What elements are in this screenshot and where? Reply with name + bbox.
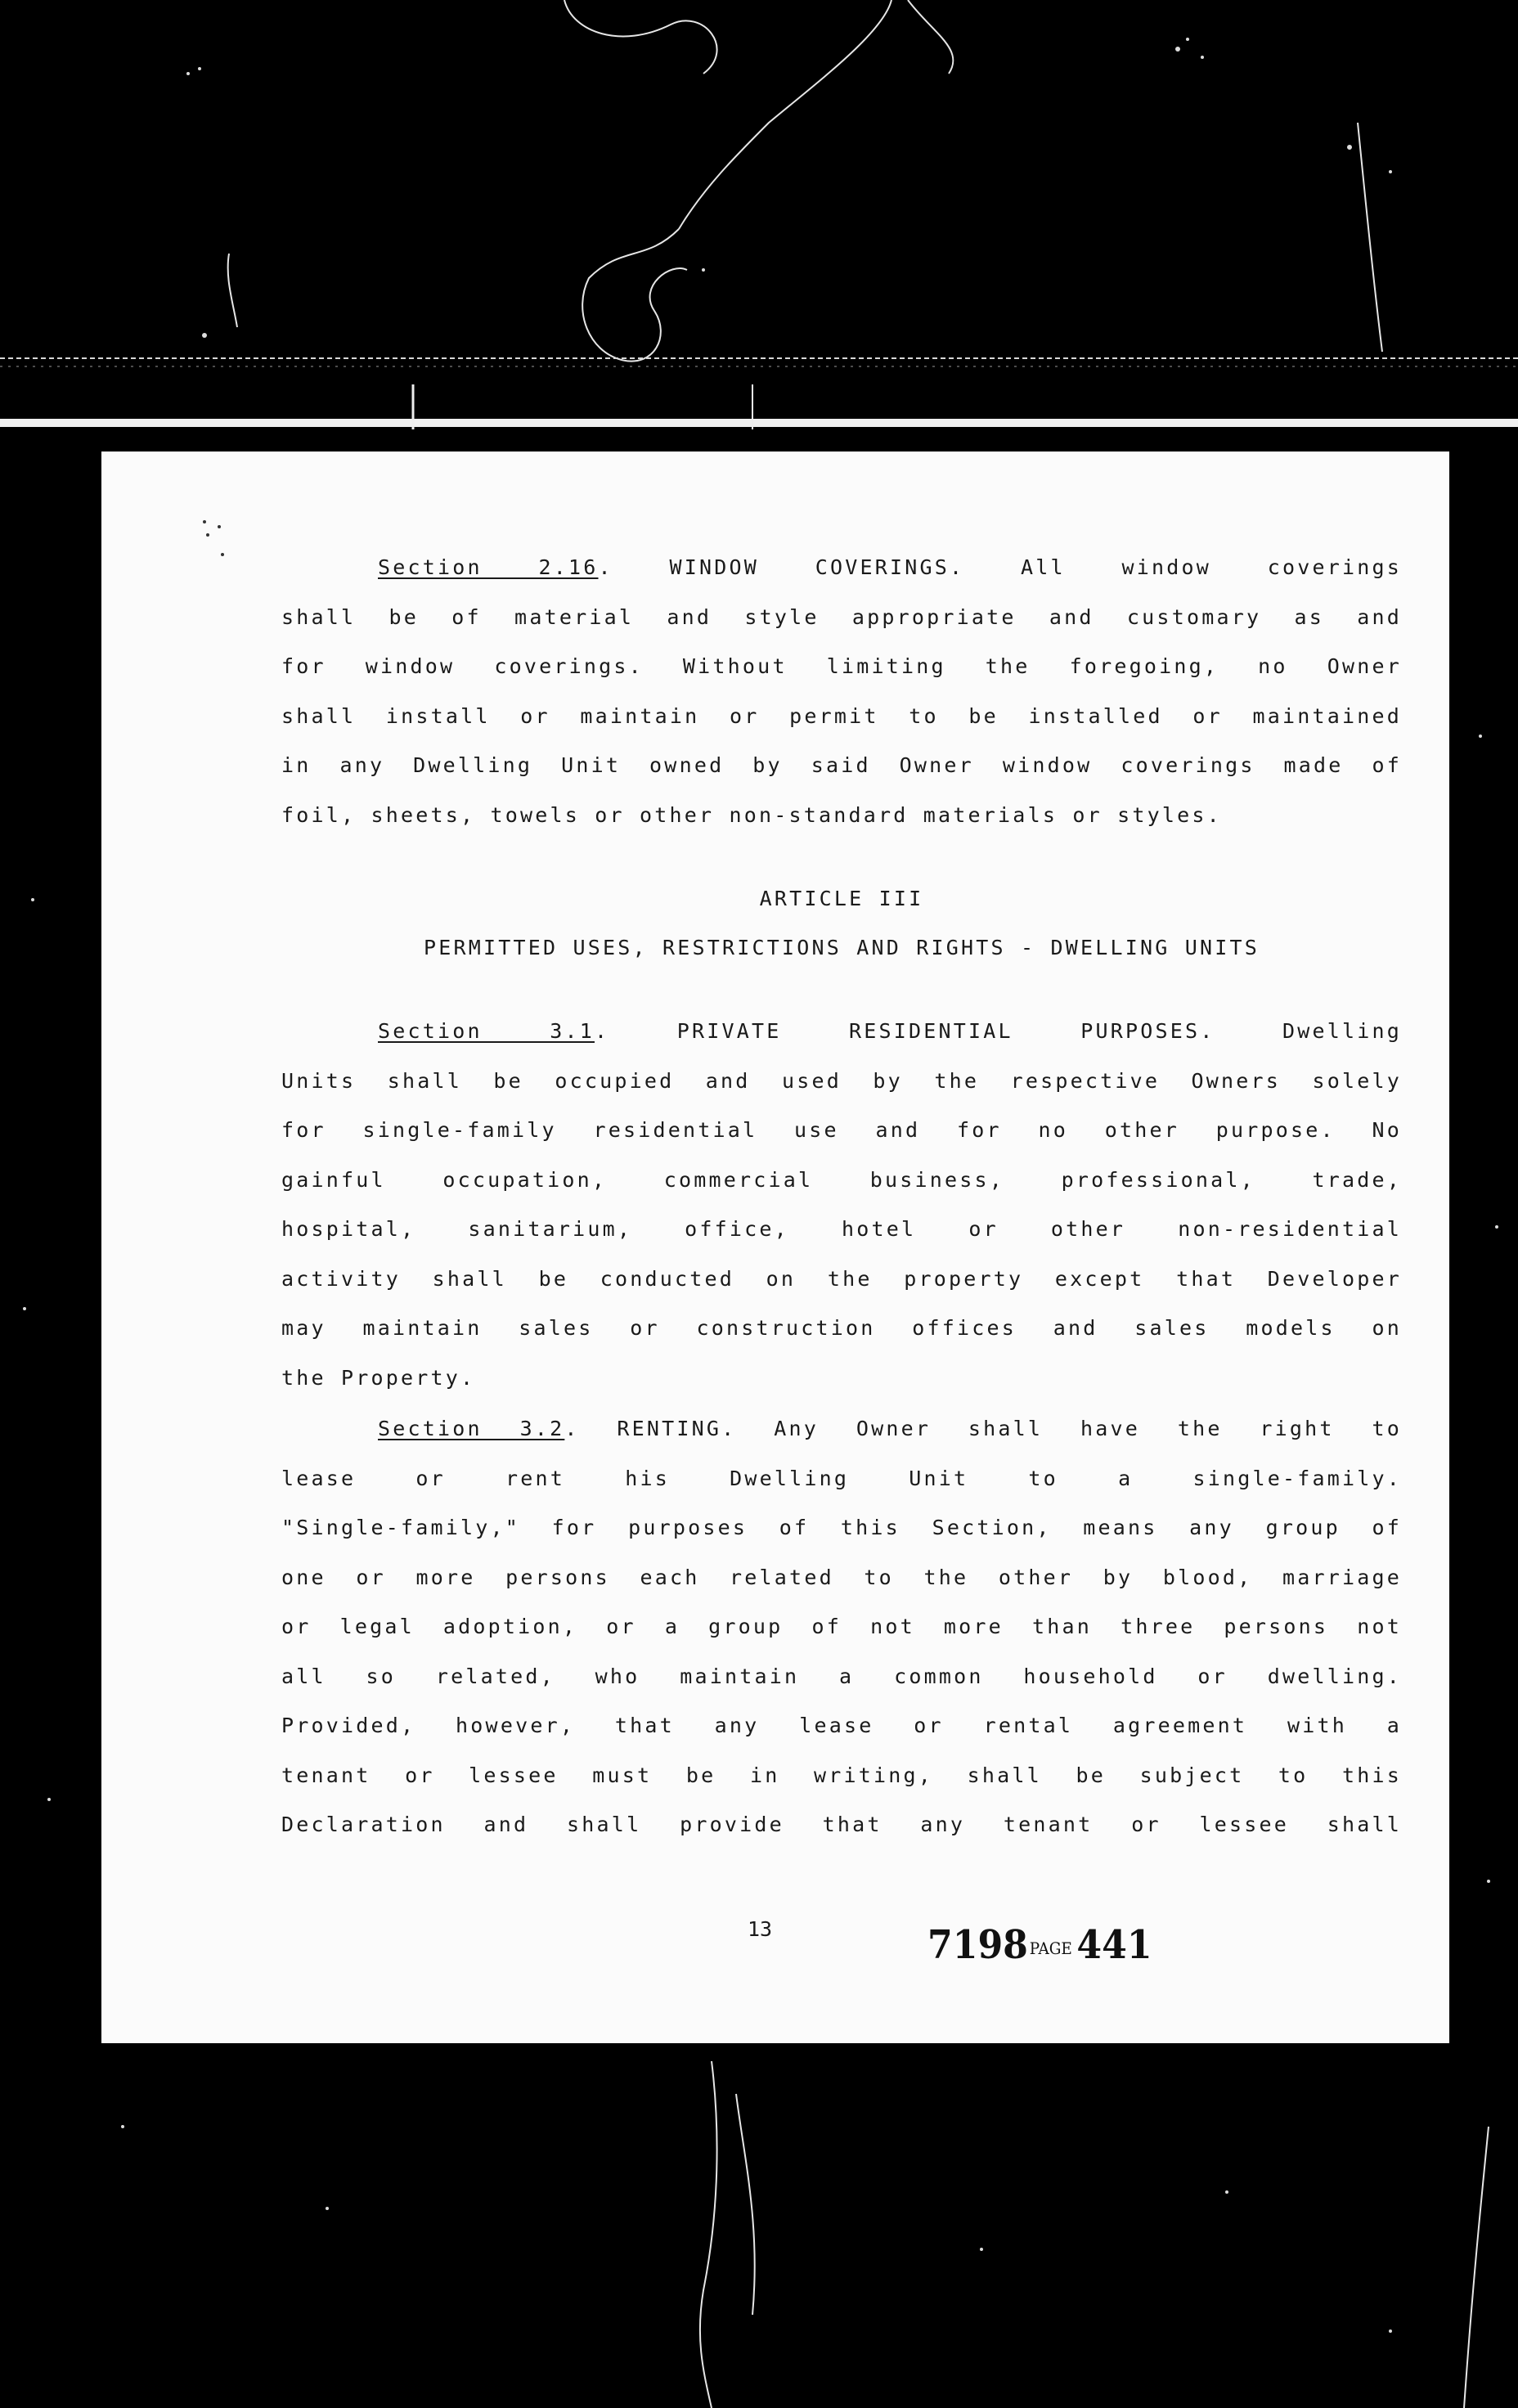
text-line: Section 3.2. RENTING. Any Owner shall have the right to — [378, 1417, 1402, 1440]
text-line: gainful occupation, commercial business, professional, trade, — [281, 1167, 1402, 1192]
text-line: may maintain sales or construction offices and sales models on — [281, 1316, 1402, 1340]
section-heading: Section 2.16 — [378, 555, 599, 579]
section-3-1-paragraph — [281, 1007, 1402, 1403]
text-line: Section 2.16. WINDOW COVERINGS. All window coverings — [378, 555, 1402, 579]
text-line: lease or rent his Dwelling Unit to a single-family. — [281, 1466, 1402, 1490]
article-subtitle: PERMITTED USES, RESTRICTIONS AND RIGHTS - DWELLING UNITS — [423, 936, 1260, 959]
recording-page: 441 — [1076, 1922, 1152, 1968]
section-3-2-paragraph — [281, 1404, 1402, 1850]
recording-page-label: PAGE — [1029, 1938, 1072, 1958]
margin-marks — [200, 515, 224, 564]
text-line: for window coverings. Without limiting the foregoing, no Owner — [281, 654, 1402, 678]
text-line: shall install or maintain or permit to be installed or maintained — [281, 703, 1402, 728]
text-line: or legal adoption, or a group of not more than three persons not — [281, 1615, 1402, 1638]
article-title: ARTICLE III — [759, 887, 924, 910]
text-line: foil, sheets, towels or other non-standard materials or styles. — [281, 802, 1222, 827]
recording-stamp — [927, 1922, 1152, 1968]
text-line: one or more persons each related to the other by blood, marriage — [281, 1565, 1402, 1589]
text-line: Units shall be occupied and used by the respective Owners solely — [281, 1068, 1402, 1093]
page-number: 13 — [748, 1917, 773, 1941]
text-line: Section 3.1. PRIVATE RESIDENTIAL PURPOSES. Dwelling — [378, 1019, 1402, 1043]
text-line: for single-family residential use and for no other purpose. No — [281, 1118, 1402, 1142]
body-text — [281, 543, 1402, 1850]
recording-book: 7198 — [927, 1922, 1028, 1968]
document-page — [101, 452, 1449, 2043]
text-line: "Single-family," for purposes of this Section, means any group of — [281, 1516, 1402, 1539]
text-line: Provided, however, that any lease or rental agreement with a — [281, 1714, 1402, 1737]
text-line: in any Dwelling Unit owned by said Owner window coverings made of — [281, 753, 1402, 777]
section-heading: Section 3.1 — [378, 1019, 595, 1043]
text-line: all so related, who maintain a common household or dwelling. — [281, 1664, 1402, 1688]
section-2-16-paragraph — [281, 543, 1402, 840]
text-line: hospital, sanitarium, office, hotel or other non-residential — [281, 1217, 1402, 1241]
text-line: activity shall be conducted on the property except that Developer — [281, 1266, 1402, 1291]
text-line: tenant or lessee must be in writing, shall be subject to this — [281, 1763, 1402, 1787]
section-heading: Section 3.2 — [378, 1417, 565, 1440]
text-line: the Property. — [281, 1365, 476, 1390]
text-line: shall be of material and style appropriate and customary as and — [281, 604, 1402, 629]
text-line: Declaration and shall provide that any tenant or lessee shall — [281, 1813, 1402, 1836]
